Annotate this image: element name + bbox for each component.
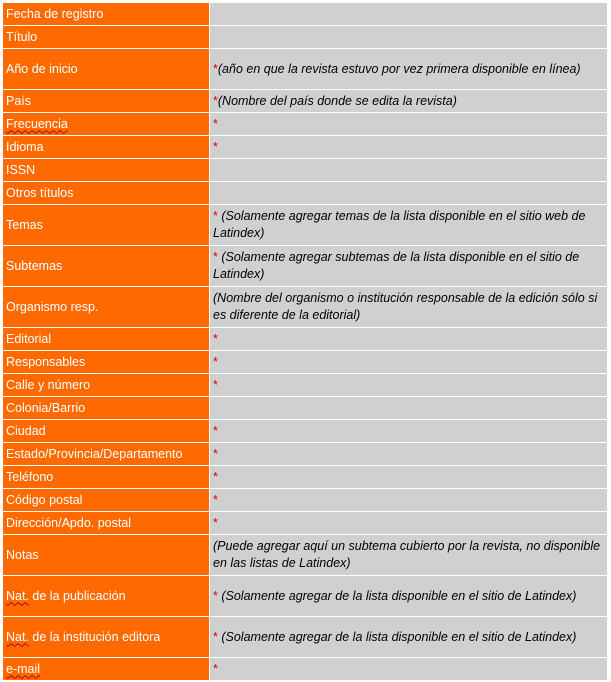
required-mark: * (213, 515, 218, 530)
row-organismo-resp (3, 287, 608, 328)
row-issn (3, 159, 608, 182)
row-subtemas (3, 246, 608, 287)
row-fecha-registro (3, 3, 608, 26)
label-email (3, 658, 210, 681)
value-titulo[interactable] (210, 26, 608, 49)
required-mark: * (213, 446, 218, 461)
value-email[interactable] (210, 658, 608, 681)
value-temas[interactable] (210, 205, 608, 246)
value-organismo-resp[interactable] (210, 287, 608, 328)
label-pais: País (3, 90, 210, 113)
label-subtemas: Subtemas (3, 246, 210, 287)
field-note: (año en que la revista estuvo por vez primera disponible en línea) (217, 61, 581, 76)
required-mark: * (213, 331, 218, 346)
row-email (3, 658, 608, 681)
value-estado-provincia[interactable] (210, 443, 608, 466)
label-editorial: Editorial (3, 328, 210, 351)
required-mark: * (213, 661, 218, 676)
value-issn[interactable] (210, 159, 608, 182)
required-mark: * (213, 139, 218, 154)
required-mark: * (213, 116, 218, 131)
label-calle-numero: Calle y número (3, 374, 210, 397)
label-telefono: Teléfono (3, 466, 210, 489)
value-notas[interactable] (210, 535, 608, 576)
label-text: e-mail (6, 661, 41, 676)
required-mark: * (213, 492, 218, 507)
row-telefono (3, 466, 608, 489)
value-colonia-barrio[interactable] (210, 397, 608, 420)
value-nat-institucion[interactable] (210, 617, 608, 658)
label-abbrev: Nat. (6, 629, 29, 644)
value-idioma[interactable] (210, 136, 608, 159)
field-note: (Nombre del país donde se edita la revista) (217, 93, 457, 108)
label-colonia-barrio: Colonia/Barrio (3, 397, 210, 420)
row-temas (3, 205, 608, 246)
value-ciudad[interactable] (210, 420, 608, 443)
label-rest: de la institución editora (28, 629, 161, 644)
row-pais (3, 90, 608, 113)
label-otros-titulos: Otros títulos (3, 182, 210, 205)
label-temas: Temas (3, 205, 210, 246)
label-rest: de la publicación (28, 588, 126, 603)
label-nat-institucion (3, 617, 210, 658)
row-colonia-barrio (3, 397, 608, 420)
row-notas (3, 535, 608, 576)
row-codigo-postal (3, 489, 608, 512)
required-mark: * (213, 93, 218, 108)
value-codigo-postal[interactable] (210, 489, 608, 512)
label-codigo-postal: Código postal (3, 489, 210, 512)
value-nat-publicacion[interactable] (210, 576, 608, 617)
label-ano-inicio: Año de inicio (3, 49, 210, 90)
value-calle-numero[interactable] (210, 374, 608, 397)
label-direccion-apdo: Dirección/Apdo. postal (3, 512, 210, 535)
required-mark: * (213, 209, 218, 223)
required-mark: * (213, 423, 218, 438)
label-text: Frecuencia (6, 116, 68, 131)
field-note: (Solamente agregar de la lista disponible en el sitio de Latindex) (217, 629, 577, 644)
label-fecha-registro: Fecha de registro (3, 3, 210, 26)
required-mark: * (213, 354, 218, 369)
field-note: (Nombre del organismo o institución responsable de la edición sólo si es diferente de la editorial) (213, 291, 598, 322)
label-ciudad: Ciudad (3, 420, 210, 443)
row-direccion-apdo (3, 512, 608, 535)
field-note: (Puede agregar aquí un subtema cubierto por la revista, no disponible en las listas de Latindex) (213, 539, 601, 570)
label-titulo: Título (3, 26, 210, 49)
label-frecuencia (3, 113, 210, 136)
value-editorial[interactable] (210, 328, 608, 351)
row-titulo (3, 26, 608, 49)
required-mark: * (213, 377, 218, 392)
row-editorial (3, 328, 608, 351)
field-note: (Solamente agregar subtemas de la lista disponible en el sitio de Latindex) (213, 250, 580, 281)
value-direccion-apdo[interactable] (210, 512, 608, 535)
value-ano-inicio[interactable] (210, 49, 608, 90)
row-frecuencia (3, 113, 608, 136)
value-subtemas[interactable] (210, 246, 608, 287)
required-mark: * (213, 61, 218, 76)
journal-registration-table (2, 2, 608, 681)
value-responsables[interactable] (210, 351, 608, 374)
value-pais[interactable] (210, 90, 608, 113)
row-ano-inicio (3, 49, 608, 90)
required-mark: * (213, 629, 218, 644)
row-calle-numero (3, 374, 608, 397)
field-note: (Solamente agregar de la lista disponible en el sitio de Latindex) (217, 588, 577, 603)
row-nat-publicacion (3, 576, 608, 617)
label-abbrev: Nat. (6, 588, 29, 603)
label-notas: Notas (3, 535, 210, 576)
label-nat-publicacion (3, 576, 210, 617)
label-idioma: Idioma (3, 136, 210, 159)
row-responsables (3, 351, 608, 374)
field-note: (Solamente agregar temas de la lista disponible en el sitio web de Latindex) (213, 209, 586, 240)
row-nat-institucion (3, 617, 608, 658)
required-mark: * (213, 469, 218, 484)
row-ciudad (3, 420, 608, 443)
label-estado-provincia: Estado/Provincia/Departamento (3, 443, 210, 466)
row-estado-provincia (3, 443, 608, 466)
value-frecuencia[interactable] (210, 113, 608, 136)
required-mark: * (213, 250, 218, 264)
label-responsables: Responsables (3, 351, 210, 374)
label-issn: ISSN (3, 159, 210, 182)
value-otros-titulos[interactable] (210, 182, 608, 205)
value-telefono[interactable] (210, 466, 608, 489)
row-otros-titulos (3, 182, 608, 205)
label-organismo-resp: Organismo resp. (3, 287, 210, 328)
required-mark: * (213, 588, 218, 603)
row-idioma (3, 136, 608, 159)
value-fecha-registro[interactable] (210, 3, 608, 26)
form-body (3, 3, 608, 681)
